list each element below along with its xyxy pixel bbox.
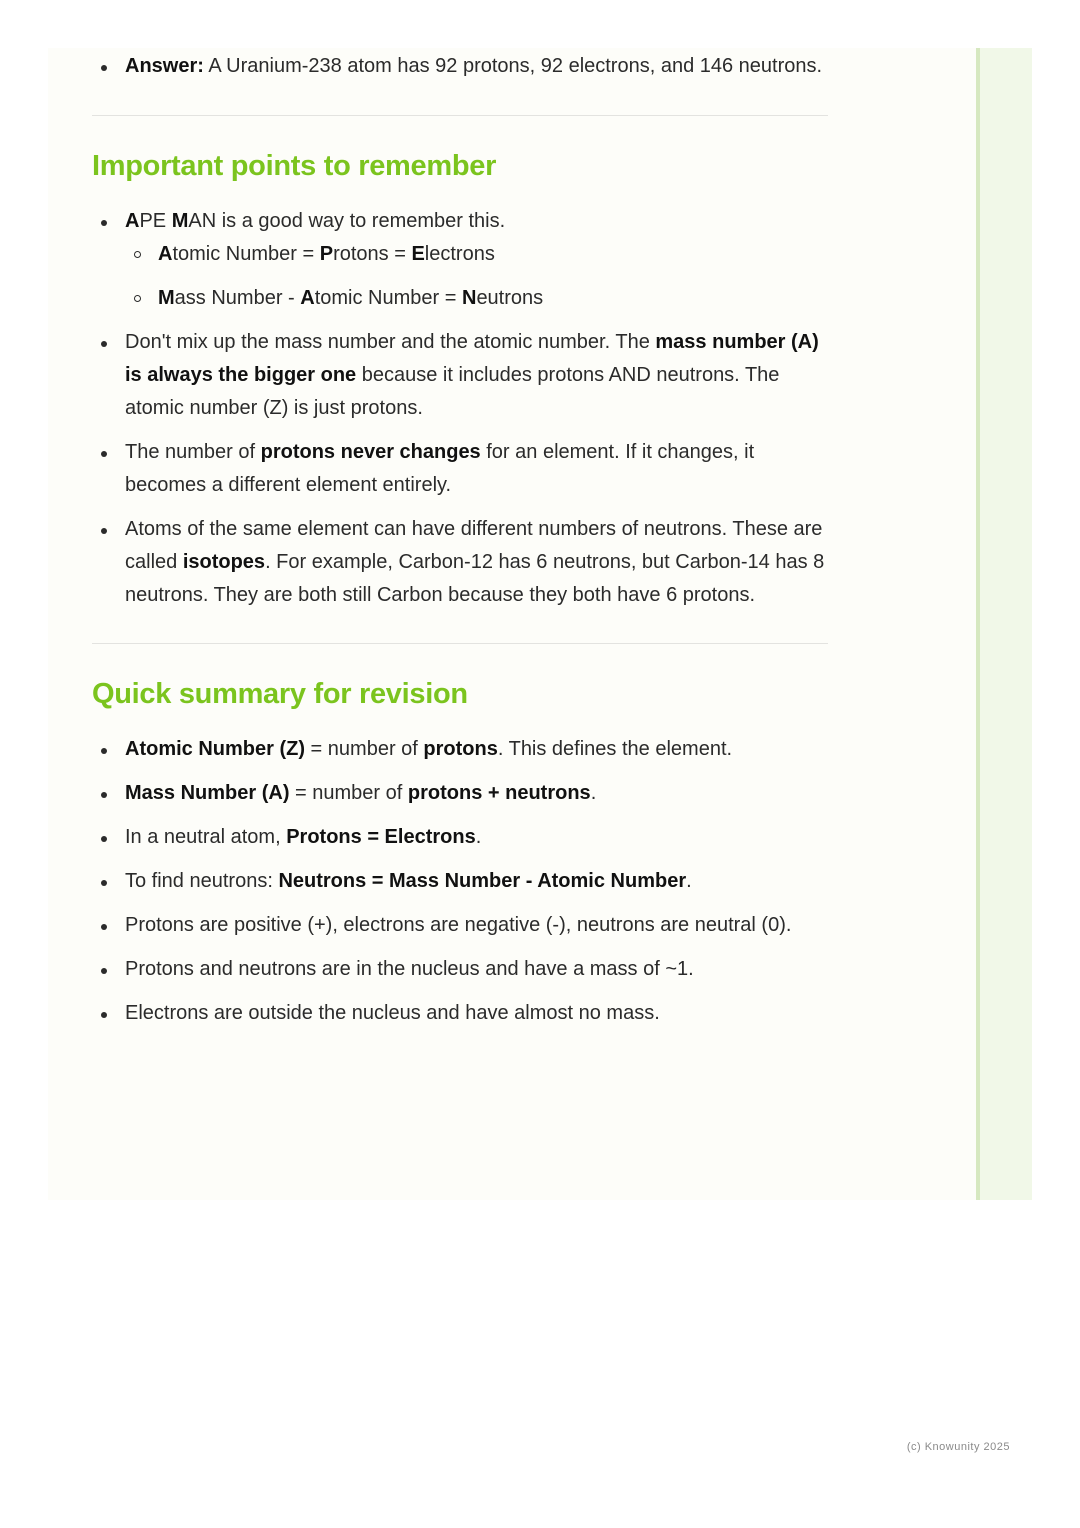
text-tomic: tomic Number = (172, 243, 320, 265)
answer-label: Answer: (125, 55, 204, 77)
important-heading: Important points to remember (92, 150, 497, 182)
summary-3-text-2: . (475, 826, 482, 848)
document-content (92, 50, 828, 1041)
summary-item (92, 821, 828, 854)
summary-item (92, 777, 828, 810)
summary-1-bold-2: protons (423, 738, 498, 760)
letter-a: A (158, 243, 173, 265)
text-ass: ass Number - (174, 287, 301, 309)
summary-1-bold-1: Atomic Number (Z) (125, 738, 305, 760)
summary-list (92, 733, 828, 1030)
summary-2-bold-2: protons + neutrons (407, 782, 591, 804)
side-margin-bar (976, 48, 1032, 1200)
isotopes-bold: isotopes (182, 551, 266, 573)
text-rotons: rotons = (333, 243, 412, 265)
summary-2-bold-1: Mass Number (A) (125, 782, 290, 804)
summary-5-text: Protons are positive (+), electrons are negative (-), neutrons are neutral (0). (125, 914, 792, 936)
letter-e: E (411, 243, 425, 265)
summary-item (92, 733, 828, 766)
summary-7-text: Electrons are outside the nucleus and have almost no mass. (125, 1002, 660, 1024)
summary-1-text-1: = number of (305, 738, 424, 760)
summary-3-bold: Protons = Electrons (286, 826, 476, 848)
protons-text-2: for an element. If it changes, it becomes a different element entirely. (125, 441, 755, 496)
mix-text-1: Don't mix up the mass number and the atomic number. The (125, 331, 656, 353)
ape-m: M (171, 210, 189, 232)
summary-4-text-2: . (686, 870, 692, 892)
text-eutrons: eutrons (476, 287, 544, 309)
ape-man-item (92, 205, 828, 315)
sub-item-atomic (125, 238, 828, 271)
summary-3-text-1: In a neutral atom, (125, 826, 287, 848)
summary-item (92, 997, 828, 1030)
answer-list (92, 50, 828, 83)
ape-a: A (125, 210, 140, 232)
copyright-footer: (c) Knowunity 2025 (906, 1441, 1010, 1453)
ape-rest: AN is a good way to remember this. (188, 210, 506, 232)
mix-bold: mass number (A) is always the bigger one (125, 331, 819, 386)
sub-item-mass (125, 282, 828, 315)
answer-item (92, 50, 828, 83)
protons-text-1: The number of (125, 441, 261, 463)
mix-text-2: because it includes protons AND neutrons. The atomic number (Z) is just protons. (125, 364, 780, 419)
summary-item (92, 953, 828, 986)
summary-6-text: Protons and neutrons are in the nucleus and have a mass of ~1. (125, 958, 694, 980)
answer-text: A Uranium-238 atom has 92 protons, 92 electrons, and 146 neutrons. (203, 55, 823, 77)
important-list (92, 205, 828, 612)
text-tomic2: tomic Number = (314, 287, 462, 309)
summary-2-text-1: = number of (289, 782, 408, 804)
letter-p: P (319, 243, 334, 265)
letter-m: M (158, 287, 175, 309)
protons-bold: protons never changes (260, 441, 481, 463)
letter-n: N (461, 287, 477, 309)
summary-item (92, 909, 828, 942)
text-lectrons: lectrons (424, 243, 495, 265)
mix-up-item (92, 326, 828, 425)
summary-4-bold: Neutrons = Mass Number - Atomic Number (278, 870, 687, 892)
ape-man-sublist (125, 238, 828, 315)
protons-item (92, 436, 828, 502)
letter-a2: A (300, 287, 315, 309)
ape-pe: PE (139, 210, 172, 232)
isotopes-text-2: . For example, Carbon-12 has 6 neutrons, but Carbon-14 has 8 neutrons. They are both still Carbon because they both have 6 protons. (125, 551, 825, 606)
summary-item (92, 865, 828, 898)
summary-heading: Quick summary for revision (92, 678, 468, 710)
isotopes-item (92, 513, 828, 612)
summary-4-text-1: To find neutrons: (125, 870, 279, 892)
summary-2-text-2: . (590, 782, 597, 804)
isotopes-text-1: Atoms of the same element can have different numbers of neutrons. These are called (125, 518, 823, 573)
summary-1-text-2: . This defines the element. (497, 738, 733, 760)
